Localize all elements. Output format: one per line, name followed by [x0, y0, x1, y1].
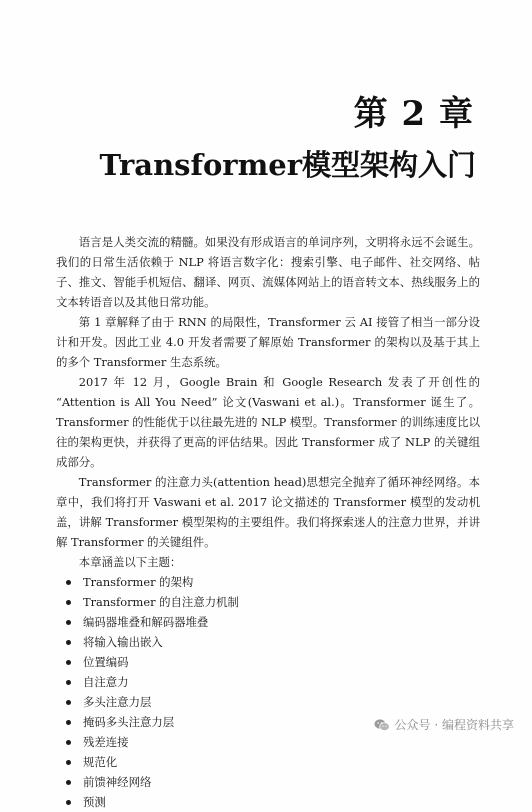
topic-label: 掩码多头注意力层 [83, 715, 175, 729]
watermark [374, 716, 514, 733]
list-item [56, 632, 480, 652]
topic-list [56, 572, 480, 812]
topic-label: 前馈神经网络 [83, 775, 152, 789]
list-item [56, 752, 480, 772]
topic-label: 编码器堆叠和解码器堆叠 [83, 615, 209, 629]
paragraph: 语言是人类交流的精髓。如果没有形成语言的单词序列，文明将永远不会诞生。我们的日常生活依赖于 NLP 将语言数字化：搜索引擎、电子邮件、社交网络、帖子、推文、智能手机短信、翻译、网页、流媒体网站上的语音转文本、热线服务上的文本转语音以及其他日常功能。 [56, 235, 480, 309]
bullet-icon [66, 620, 71, 625]
list-item [56, 732, 480, 752]
bullet-icon [66, 660, 71, 665]
bullet-icon [66, 780, 71, 785]
paragraph: 第 1 章解释了由于 RNN 的局限性，Transformer 云 AI 接管了相当一部分设计和开发。因此工业 4.0 开发者需要了解原始 Transformer 的架构以及基于其上的多个 Transformer 生态系统。 [56, 315, 480, 369]
bullet-icon [66, 640, 71, 645]
topic-label: 将输入输出嵌入 [83, 635, 163, 649]
topic-label: 残差连接 [83, 735, 129, 749]
topic-label: 规范化 [83, 755, 118, 769]
chapter-title: Transformer模型架构入门 [99, 148, 476, 182]
bullet-icon [66, 740, 71, 745]
topic-label: 预测 [83, 795, 106, 809]
list-item [56, 652, 480, 672]
bullet-icon [66, 720, 71, 725]
bullet-icon [66, 580, 71, 585]
paragraph: Transformer 的注意力头(attention head)思想完全抛弃了循环神经网络。本章中，我们将打开 Vaswani et al. 2017 论文描述的 Transformer 模型的发动机盖，讲解 Transformer 模型架构的主要组件。我们将探索迷人的注意力世界，并讲解 Transformer 的关键组件。 [56, 475, 480, 549]
topic-label: 位置编码 [83, 655, 129, 669]
bullet-icon [66, 800, 71, 805]
topic-label: 自注意力 [83, 675, 129, 689]
topics-intro: 本章涵盖以下主题： [78, 555, 182, 569]
bullet-icon [66, 760, 71, 765]
list-item [56, 692, 480, 712]
bullet-icon [66, 680, 71, 685]
list-item [56, 792, 480, 812]
topic-label: Transformer 的架构 [83, 575, 194, 589]
topic-label: Transformer 的自注意力机制 [83, 595, 239, 609]
wechat-icon [374, 718, 390, 732]
chapter-number: 第 2 章 [353, 94, 474, 134]
list-item [56, 772, 480, 792]
list-item [56, 672, 480, 692]
list-item [56, 592, 480, 612]
topic-label: 多头注意力层 [83, 695, 152, 709]
list-item [56, 572, 480, 592]
bullet-icon [66, 600, 71, 605]
bullet-icon [66, 700, 71, 705]
list-item [56, 612, 480, 632]
paragraph: 2017 年 12 月，Google Brain 和 Google Research 发表了开创性的 “Attention is All You Need” 论文(Vaswani et al.)。Transformer 诞生了。Transformer 的性能优于以往最先进的 NLP 模型。Transformer 的训练速度比以往的架构更快，并获得了更高的评估结果。因此 Transformer 成了 NLP 的关键组成部分。 [56, 375, 480, 469]
watermark-text: 公众号 · 编程资料共享 [394, 718, 514, 732]
